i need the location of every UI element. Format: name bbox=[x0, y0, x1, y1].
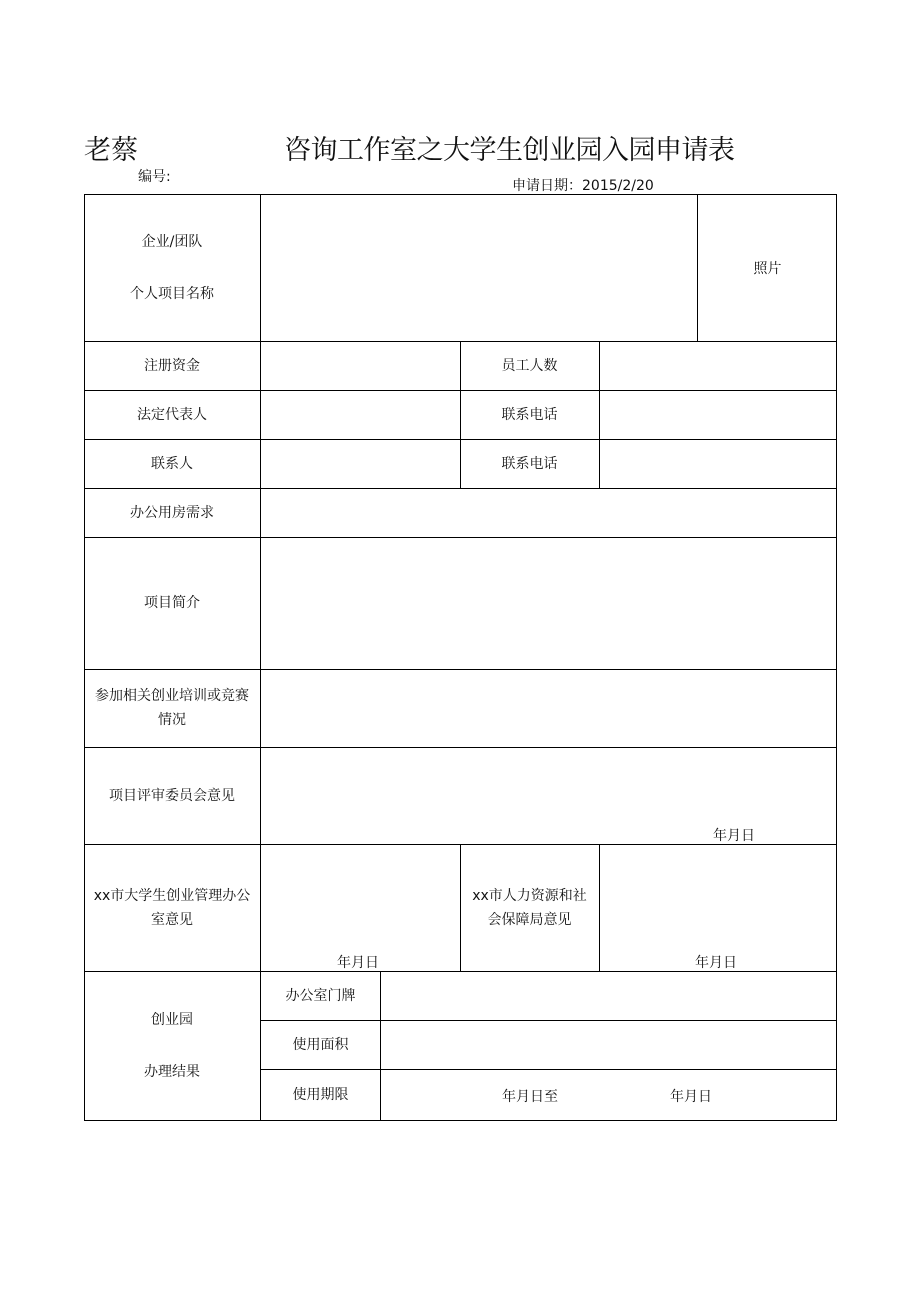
office-need-label: 办公用房需求 bbox=[130, 504, 214, 521]
hr-opinion-label-line2: 会保障局意见 bbox=[487, 911, 572, 928]
phone-field[interactable] bbox=[600, 390, 837, 439]
project-name-label-line2: 个人项目名称 bbox=[130, 285, 214, 302]
usage-period-to: 年月日 bbox=[670, 1089, 712, 1105]
training-label-line2: 情况 bbox=[158, 712, 186, 728]
header-prefix: 老蔡 bbox=[84, 135, 138, 166]
project-intro-label: 项目简介 bbox=[144, 595, 200, 611]
staff-count-field[interactable] bbox=[600, 341, 837, 390]
office-opinion-label bbox=[84, 844, 260, 971]
phone-label: 联系电话 bbox=[501, 406, 558, 423]
contact-person-field[interactable] bbox=[261, 439, 460, 488]
application-date: 申请日期：2015/2/20 bbox=[512, 178, 654, 194]
usage-period-from: 年月日至 bbox=[502, 1089, 558, 1105]
capital-field[interactable] bbox=[261, 341, 460, 390]
park-result-label bbox=[84, 971, 260, 1121]
legal-representative-field[interactable] bbox=[261, 390, 460, 439]
hr-opinion-label-line1: xx市人力资源和社 bbox=[472, 887, 587, 904]
project-name-field[interactable] bbox=[261, 194, 697, 341]
contact-phone-field[interactable] bbox=[600, 439, 837, 488]
training-label bbox=[84, 669, 260, 747]
usage-area-field[interactable] bbox=[381, 1020, 837, 1069]
office-opinion-label-line1: xx市大学生创业管理办公 bbox=[93, 887, 251, 904]
hr-opinion-label bbox=[460, 844, 599, 971]
training-label-line1: 参加相关创业培训或竞赛 bbox=[95, 688, 249, 704]
usage-period-field[interactable] bbox=[381, 1069, 837, 1121]
usage-period-label: 使用期限 bbox=[292, 1087, 349, 1103]
office-need-field[interactable] bbox=[261, 488, 837, 537]
photo-box[interactable] bbox=[698, 194, 837, 341]
office-opinion-label-line2: 室意见 bbox=[151, 911, 193, 928]
hr-opinion-date: 年月日 bbox=[695, 955, 737, 971]
training-field[interactable] bbox=[261, 669, 837, 747]
staff-count-label: 员工人数 bbox=[501, 357, 558, 374]
photo-label: 照片 bbox=[753, 261, 782, 277]
park-result-label-line1: 创业园 bbox=[151, 1012, 193, 1028]
usage-area-label: 使用面积 bbox=[292, 1036, 349, 1053]
park-result-label-line2: 办理结果 bbox=[144, 1064, 200, 1080]
contact-person-label: 联系人 bbox=[151, 455, 193, 472]
door-plate-field[interactable] bbox=[381, 971, 837, 1020]
office-opinion-date: 年月日 bbox=[337, 955, 379, 971]
project-intro-field[interactable] bbox=[261, 537, 837, 669]
project-name-label-line1: 企业/团队 bbox=[141, 233, 203, 250]
capital-label: 注册资金 bbox=[144, 357, 200, 374]
serial-number-label: 编号: bbox=[138, 169, 171, 185]
door-plate-label: 办公室门牌 bbox=[285, 987, 356, 1004]
contact-phone-label: 联系电话 bbox=[501, 455, 558, 472]
project-name-label bbox=[84, 194, 260, 341]
page-title: 咨询工作室之大学生创业园入园申请表 bbox=[284, 135, 735, 166]
committee-opinion-label: 项目评审委员会意见 bbox=[109, 787, 235, 804]
legal-representative-label: 法定代表人 bbox=[137, 406, 207, 423]
committee-date: 年月日 bbox=[713, 828, 755, 844]
